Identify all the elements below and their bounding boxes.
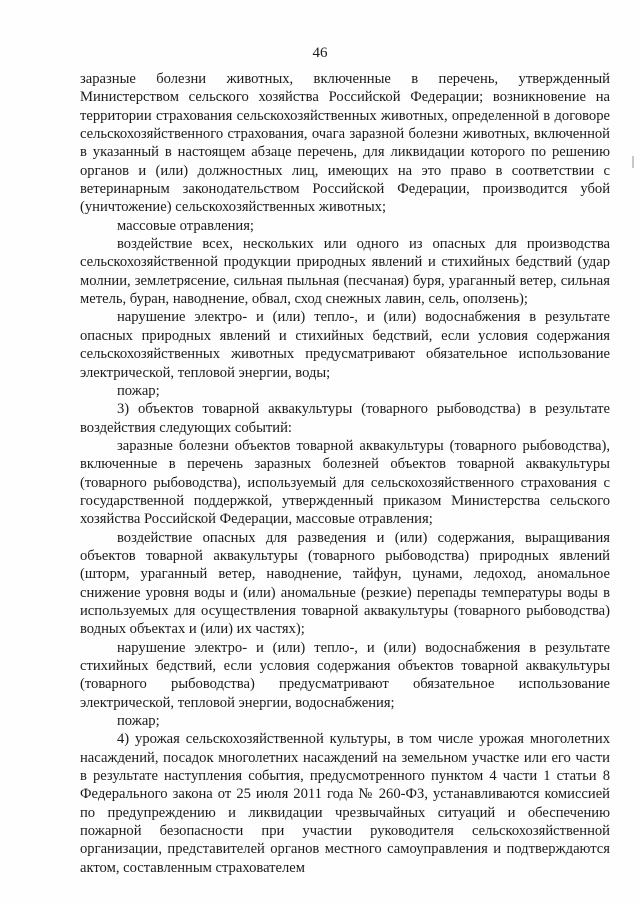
document-body <box>80 70 610 877</box>
paragraph-prirodnye-yavleniya-akvakultura: воздействие опасных для разведения и (или) содержания, выращивания объектов товарной аквакультуры (товарного рыбоводства) природных явлений (шторм, ураганный ветер, наводнение, тайфун, цунами, ледоход, аномальное снижение уровня воды и (или) аномальные (резкие) перепады температуры воды в используемых для осуществления товарной аквакультуры (товарного рыбоводства) водных объектах и (или) их частях); <box>80 529 610 638</box>
paragraph-item-4-urozhay: 4) урожая сельскохозяйственной культуры, в том числе урожая многолетних насаждений, посадок многолетних насаждений на земельном участке или его части в результате наступления события, предусмотренного пунктом 4 части 1 статьи 8 Федерального закона от 25 июля 2011 года № 260-ФЗ, устанавливаются комиссией по предупреждению и ликвидации чрезвычайных ситуаций и обеспечению пожарной безопасности при участии руководителя сельскохозяйственной организации, представителей органов местного самоуправления и подтверждаются актом, составленным страхователем <box>80 731 610 876</box>
paragraph-zaraznye-bolezni-zhivotnykh: заразные болезни животных, включенные в перечень, утвержденный Министерством сельского хозяйства Российской Федерации; возникновение на территории страхования сельскохозяйственных животных, определенной в договоре сельскохозяйственного страхования, очага заразной болезни животных, включенной в указанный в настоящем абзаце перечень, для ликвидации которого по решению органов и (или) должностных лиц, имеющих на это право в соответствии с ветеринарным законодательством Российской Федерации, производится убой (уничтожение) сельскохозяйственных животных; <box>80 71 610 216</box>
paragraph-prirodnye-yavleniya: воздействие всех, нескольких или одного из опасных для производства сельскохозяйственной продукции природных явлений и стихийных бедствий (удар молнии, землетрясение, сильная пыльная (песчаная) буря, ураганный ветер, сильная метель, буран, наводнение, обвал, сход снежных лавин, сель, оползень); <box>80 236 610 308</box>
paragraph-narushenie-snabzheniya-akvakultura: нарушение электро- и (или) тепло-, и (или) водоснабжения в результате стихийных бедствий, если условия содержания объектов товарной аквакультуры (товарного рыбоводства) предусматривают обязательное использование электрической, тепловой энергии, водоснабжения; <box>80 639 610 711</box>
paragraph-massovye-otravleniya: массовые отравления; <box>117 217 254 234</box>
paragraph-zaraznye-bolezni-akvakultury: заразные болезни объектов товарной аквакультуры (товарного рыбоводства), включенные в перечень заразных болезней объектов товарной аквакультуры (товарного рыбоводства), используемый для сельскохозяйственного страхования с государственной поддержкой, утвержденный приказом Министерства сельского хозяйства Российской Федерации, массовые отравления; <box>80 437 610 528</box>
page-number: 46 <box>312 45 328 61</box>
paragraph-narushenie-snabzheniya: нарушение электро- и (или) тепло-, и (или) водоснабжения в результате опасных природных явлений и стихийных бедствий, если условия содержания сельскохозяйственных животных предусматривают обязательное использование электрической, тепловой энергии, воды; <box>80 309 610 381</box>
scan-margin-mark <box>632 156 634 168</box>
paragraph-pozhar: пожар; <box>117 382 160 399</box>
paragraph-pozhar-akvakultura: пожар; <box>117 713 160 730</box>
paragraph-item-3-akvakultura: 3) объектов товарной аквакультуры (товарного рыбоводства) в результате воздействия следующих событий: <box>80 401 610 436</box>
